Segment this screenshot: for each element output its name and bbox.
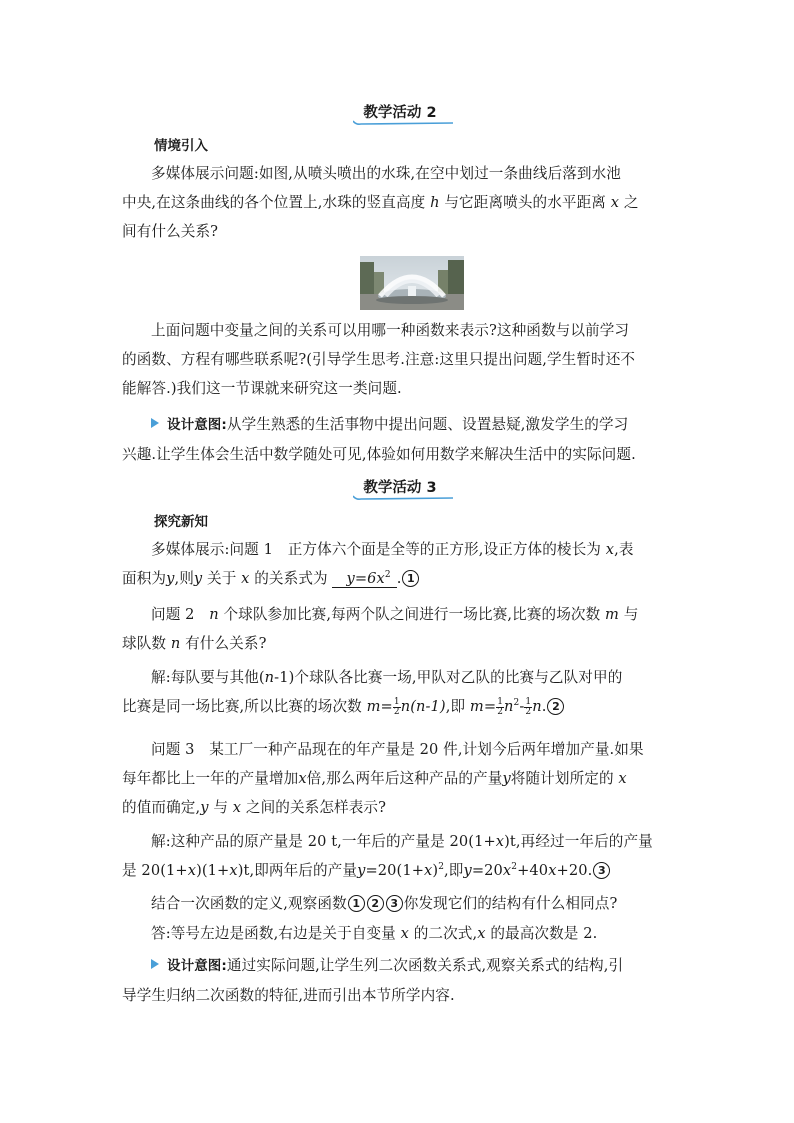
play-arrow-icon (151, 959, 159, 969)
heading-underline-icon (353, 120, 453, 126)
activity2-para1: 多媒体展示问题:如图,从喷头喷出的水珠,在空中划过一条曲线后落到水池 中央,在这条曲线的各个位置上,水珠的竖直高度 h 与它距离喷头的水平距离 x 之 间有什么关系? (122, 165, 639, 240)
circle-number-2: 2 (367, 895, 384, 912)
activity3-heading-text: 教学活动 3 (363, 480, 437, 496)
circle-number-3: 3 (386, 895, 403, 912)
activity3-subheading: 探究新知 (154, 514, 208, 530)
activity2-heading (122, 101, 678, 125)
activity3-answer3: 解:这种产品的原产量是 20 t,一年后的产量是 20(1+x)t,再经过一年后的产量 是 20(1+x)(1+x)t,即两年后的产量$y=20(1+x)^2$,即$y=20x^2+40x+20$. 3 (122, 833, 653, 879)
circle-number-1: 1 (348, 895, 365, 912)
activity2-para2: 上面问题中变量之间的关系可以用哪一种函数来表示?这种函数与以前学习 的函数、方程有哪些联系呢?(引导学生思考.注意:这里只提出问题,学生暂时还不 能解答.)我们这一节课就来研究这一类问题. (122, 322, 636, 397)
activity2-heading-text: 教学活动 2 (363, 105, 437, 121)
activity3-question3: 问题 3 某工厂一种产品现在的年产量是 20 件,计划今后两年增加产量.如果 每年都比上一年的产量增加x倍,那么两年后这种产品的产量y将随计划所定的 x 的值而确定,y 与 x 之间的关系怎样表示? (122, 741, 644, 816)
circle-number-2: 2 (547, 698, 564, 715)
circle-number-3: 3 (593, 862, 610, 879)
fountain-photo (360, 256, 464, 310)
activity2-design-intent: 设计意图:从学生熟悉的生活事物中提出问题、设置悬疑,激发学生的学习 兴趣.让学生体会生活中数学随处可见,体验如何用数学来解决生活中的实际问题. (122, 416, 636, 463)
activity3-combine: 结合一次函数的定义,观察函数 1 2 3 你发现它们的结构有什么相同点? (151, 895, 618, 912)
activity3-answer: 答:等号左边是函数,右边是关于自变量 x 的二次式,x 的最高次数是 2. (151, 925, 598, 942)
play-arrow-icon (151, 418, 159, 428)
heading-underline-icon (353, 495, 453, 501)
activity3-answer2: 解:每队要与其他(n-1)个球队各比赛一场,甲队对乙队的比赛与乙队对甲的 比赛是同一场比赛,所以比赛的场次数 m= $\frac{1}{2}$ n(n-1),即 m= $\frac{1}{2}$ $n^2-$ $\frac{1}{2}$ n. 2 (122, 669, 623, 717)
activity3-heading (122, 476, 678, 500)
activity3-question1: 多媒体展示:问题 1 正方体六个面是全等的正方形,设正方体的棱长为 x,表 面积为y,则y 关于 x 的关系式为 $y=6x^2$ . 1 (122, 541, 634, 587)
activity3-design-intent: 设计意图:通过实际问题,让学生列二次函数关系式,观察关系式的结构,引 导学生归纳二次函数的特征,进而引出本节所学内容. (122, 957, 624, 1004)
activity3-question2: 问题 2 n 个球队参加比赛,每两个队之间进行一场比赛,比赛的场次数 m 与 球队数 n 有什么关系? (122, 606, 639, 652)
answer-blank-1: $y=6x^2$ (332, 570, 396, 588)
activity2-subheading: 情境引入 (154, 138, 208, 154)
circle-number-1: 1 (402, 570, 419, 587)
